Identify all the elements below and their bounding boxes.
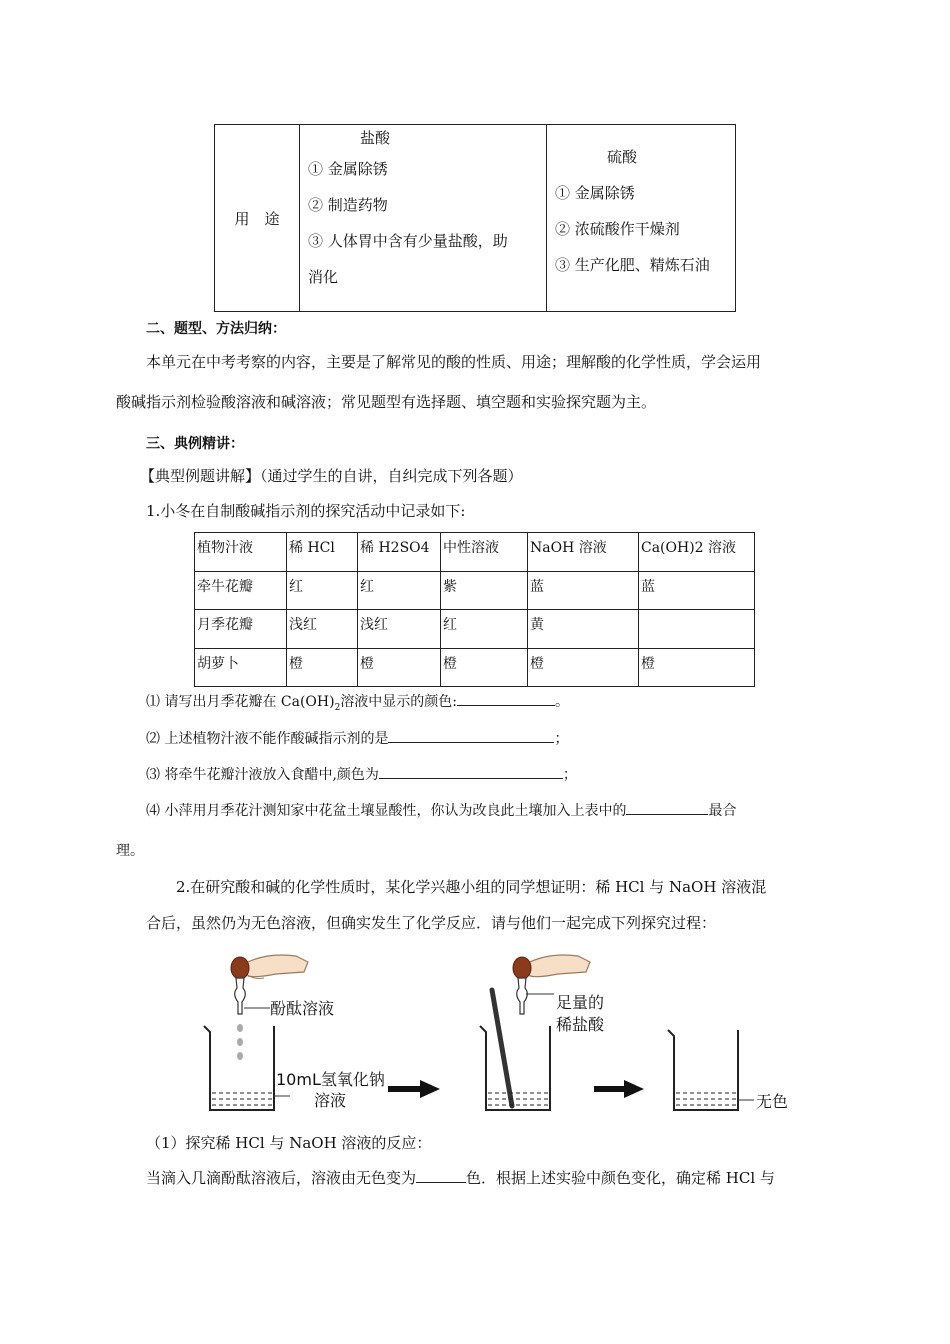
row-label-cell	[215, 125, 300, 312]
uses-table	[214, 124, 736, 312]
h2so4-title: 硫酸	[607, 148, 638, 166]
q1-s1-text: ⑴ 请写出月季花瓣在 Ca(OH)	[146, 694, 335, 710]
table-header-cell: 植物汁液	[195, 533, 287, 572]
label-naoh-1: 10mL氢氧化钠	[276, 1070, 385, 1089]
q1-s4-text: ⑷ 小萍用月季花汁测知家中花盆土壤显酸性，你认为改良此土壤加入上表中的	[146, 803, 627, 819]
section3-sub: 【典型例题讲解】（通过学生的自讲，自纠完成下列各题）	[140, 467, 523, 485]
table-header-cell: 中性溶液	[441, 533, 528, 572]
section3-heading: 三、典例精讲：	[146, 436, 244, 452]
hand-icon	[244, 955, 308, 979]
q2-line1: 2.在研究酸和碱的化学性质时，某化学兴趣小组的同学想证明：稀 HCl 与 NaOH 溶液混	[176, 878, 767, 896]
q1-s1-subscript: 2	[334, 702, 341, 713]
table-cell: 浅红	[287, 610, 358, 649]
dropper-icon	[513, 957, 531, 1014]
hcl-use-2: ② 制造药物	[308, 196, 388, 214]
indicator-table	[194, 532, 755, 687]
arrow-right-icon	[594, 1080, 644, 1098]
table-row	[195, 571, 755, 610]
table-cell: 蓝	[639, 571, 755, 610]
q2-last-pre: 当滴入几滴酚酞溶液后，溶液由无色变为	[146, 1169, 417, 1187]
hcl-use-1: ① 金属除锈	[308, 160, 388, 178]
q1-subquestion-1	[146, 691, 569, 713]
q1-s1-end: 。	[555, 694, 570, 710]
table-cell: 红	[287, 571, 358, 610]
arrow-right-icon	[388, 1080, 440, 1098]
dropper-icon	[231, 957, 249, 1014]
table-header-row	[195, 533, 755, 572]
beaker-icon	[668, 1030, 738, 1110]
table-cell: 蓝	[528, 571, 639, 610]
table-row	[195, 648, 755, 687]
q1-subquestion-4	[146, 800, 736, 820]
table-header-cell: Ca(OH)2 溶液	[639, 533, 755, 572]
q1-s3-end: ；	[562, 767, 577, 783]
hcl-use-4: 消化	[308, 268, 339, 286]
table-header-cell: 稀 H2SO4	[358, 533, 441, 572]
q1-subquestion-3	[146, 764, 577, 784]
answer-blank[interactable]	[379, 764, 563, 779]
table-cell: 黄	[528, 610, 639, 649]
row-label: 用 途	[234, 209, 280, 228]
drop-icon	[237, 1038, 243, 1046]
table-cell: 红	[358, 571, 441, 610]
hcl-title: 盐酸	[360, 129, 391, 147]
q1-s3-text: ⑶ 将牵牛花瓣汁液放入食醋中,颜色为	[146, 767, 379, 783]
label-phenolphthalein: 酚酞溶液	[270, 999, 335, 1018]
table-header-cell: 稀 HCl	[287, 533, 358, 572]
q1-s4-line2: 理。	[116, 843, 144, 859]
q1-subquestion-2	[146, 728, 568, 748]
table-cell	[639, 610, 755, 649]
beaker-icon	[480, 1026, 550, 1110]
table-cell: 月季花瓣	[195, 610, 287, 649]
table-cell: 紫	[441, 571, 528, 610]
hcl-cell	[300, 125, 547, 312]
label-colorless: 无色	[756, 1092, 789, 1111]
label-naoh-2: 溶液	[314, 1091, 347, 1110]
h2so4-use-2: ② 浓硫酸作干燥剂	[555, 220, 680, 238]
table-header-cell: NaOH 溶液	[528, 533, 639, 572]
experiment-figure	[196, 950, 806, 1125]
q2-last-line	[146, 1167, 775, 1188]
table-cell: 橙	[528, 648, 639, 687]
table-cell: 橙	[639, 648, 755, 687]
h2so4-cell	[547, 125, 736, 312]
table-cell: 胡萝卜	[195, 648, 287, 687]
table-cell: 牵牛花瓣	[195, 571, 287, 610]
glass-rod-icon	[492, 990, 512, 1106]
table-cell: 橙	[287, 648, 358, 687]
section2-para-line2: 酸碱指示剂检验酸溶液和碱溶液；常见题型有选择题、填空题和实验探究题为主。	[116, 393, 657, 411]
h2so4-use-1: ① 金属除锈	[555, 184, 635, 202]
q1-s2-text: ⑵ 上述植物汁液不能作酸碱指示剂的是	[146, 731, 389, 747]
answer-blank[interactable]	[457, 691, 555, 706]
q2-sub1: （1）探究稀 HCl 与 NaOH 溶液的反应：	[146, 1134, 432, 1152]
q1-s4-end: 最合	[708, 803, 737, 819]
answer-blank[interactable]	[388, 728, 554, 743]
section2-para-line1: 本单元在中考考察的内容，主要是了解常见的酸的性质、用途；理解酸的化学性质，学会运用	[146, 353, 762, 371]
drop-icon	[237, 1024, 243, 1032]
hcl-use-3: ③ 人体胃中含有少量盐酸，助	[308, 232, 508, 250]
drop-icon	[237, 1052, 243, 1060]
answer-blank[interactable]	[626, 800, 708, 815]
table-cell: 橙	[441, 648, 528, 687]
section2-heading: 二、题型、方法归纳：	[146, 321, 286, 337]
q2-last-post: 色．根据上述实验中颜色变化，确定稀 HCl 与	[466, 1169, 775, 1187]
table-cell: 浅红	[358, 610, 441, 649]
table-cell: 橙	[358, 648, 441, 687]
answer-blank[interactable]	[416, 1168, 466, 1183]
h2so4-use-3: ③ 生产化肥、精炼石油	[555, 256, 710, 274]
q1-intro: 1.小冬在自制酸碱指示剂的探究活动中记录如下:	[146, 502, 466, 520]
hand-icon	[526, 955, 590, 977]
label-acid-1: 足量的	[556, 993, 605, 1012]
label-acid-2: 稀盐酸	[556, 1015, 605, 1034]
q1-s1-text-post: 溶液中显示的颜色:	[340, 694, 458, 710]
table-row	[195, 610, 755, 649]
q1-s2-end: ；	[554, 731, 569, 747]
table-cell: 红	[441, 610, 528, 649]
q2-line2: 合后，虽然仍为无色溶液，但确实发生了化学反应．请与他们一起完成下列探究过程：	[146, 914, 717, 932]
